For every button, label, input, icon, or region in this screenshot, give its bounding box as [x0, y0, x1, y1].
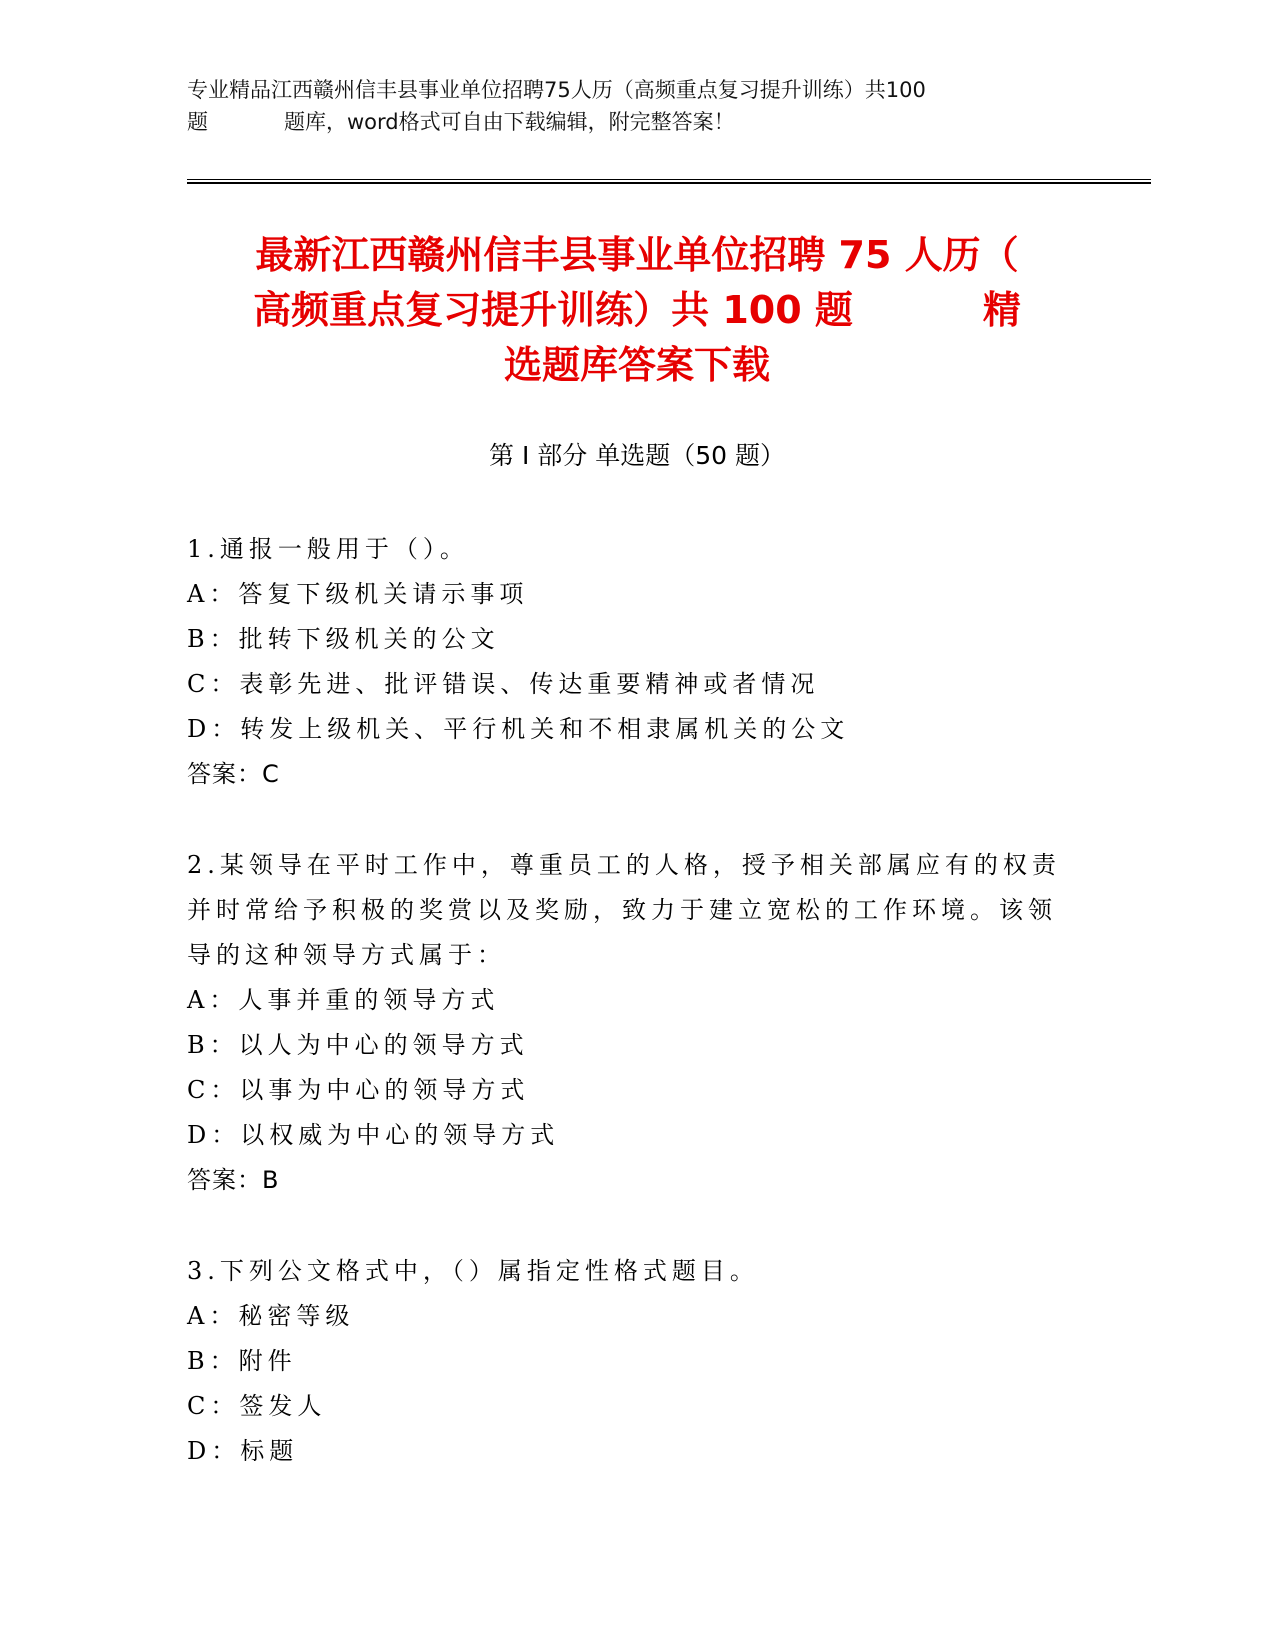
question-list	[187, 527, 1087, 1520]
question-3-stem: 3.下列公文格式中，（）属指定性格式题目。	[187, 1257, 759, 1285]
question-2-stem-line-3: 导的这种领导方式属于：	[187, 941, 506, 969]
question-3-option-d: D：标题	[187, 1437, 299, 1465]
question-1-stem: 1.通报一般用于（）。	[187, 535, 469, 563]
question-1-option-a: A：答复下级机关请示事项	[187, 580, 529, 608]
header-rule-thin	[187, 179, 1151, 180]
question-1-option-b: B：批转下级机关的公文	[187, 625, 500, 653]
question-3-option-b: B：附件	[187, 1347, 297, 1375]
question-2-option-c: C：以事为中心的领导方式	[187, 1076, 530, 1104]
title-line-2	[187, 283, 1087, 338]
question-1-option-c: C：表彰先进、批评错误、传达重要精神或者情况	[187, 670, 820, 698]
question-3	[187, 1249, 1087, 1474]
question-3-option-a: A：秘密等级	[187, 1302, 355, 1330]
question-1-answer: 答案：C	[187, 760, 280, 788]
title-line-3: 选题库答案下载	[503, 343, 770, 387]
title-line-1: 最新江西赣州信丰县事业单位招聘 75 人历（	[255, 233, 1019, 277]
document-title	[187, 228, 1087, 393]
header-note-line-1: 专业精品江西赣州信丰县事业单位招聘75人历（高频重点复习提升训练）共100	[187, 78, 926, 102]
header-rule-thick	[187, 182, 1151, 184]
header-note-line-2b: 题库，word格式可自由下载编辑，附完整答案！	[284, 110, 735, 134]
question-2-answer: 答案：B	[187, 1166, 280, 1194]
section-heading: 第 I 部分 单选题（50 题）	[489, 441, 785, 470]
question-2-option-b: B：以人为中心的领导方式	[187, 1031, 529, 1059]
header-note-line-2	[187, 106, 1087, 138]
title-line-2b: 精	[982, 288, 1021, 332]
question-2-option-a: A：人事并重的领导方式	[187, 986, 500, 1014]
header-note-line-2a: 题	[187, 110, 208, 134]
question-2-stem-line-1: 2.某领导在平时工作中，尊重员工的人格，授予相关部属应有的权责	[187, 851, 1061, 879]
question-2-stem-line-2: 并时常给予积极的奖赏以及奖励，致力于建立宽松的工作环境。该领	[187, 896, 1057, 924]
title-line-2a: 高频重点复习提升训练）共 100 题	[253, 288, 853, 332]
question-3-option-c: C：签发人	[187, 1392, 327, 1420]
question-2-option-d: D：以权威为中心的领导方式	[187, 1121, 560, 1149]
header-note	[187, 74, 1087, 138]
question-1-option-d: D：转发上级机关、平行机关和不相隶属机关的公文	[187, 715, 850, 743]
question-2	[187, 843, 1087, 1203]
question-1	[187, 527, 1087, 797]
